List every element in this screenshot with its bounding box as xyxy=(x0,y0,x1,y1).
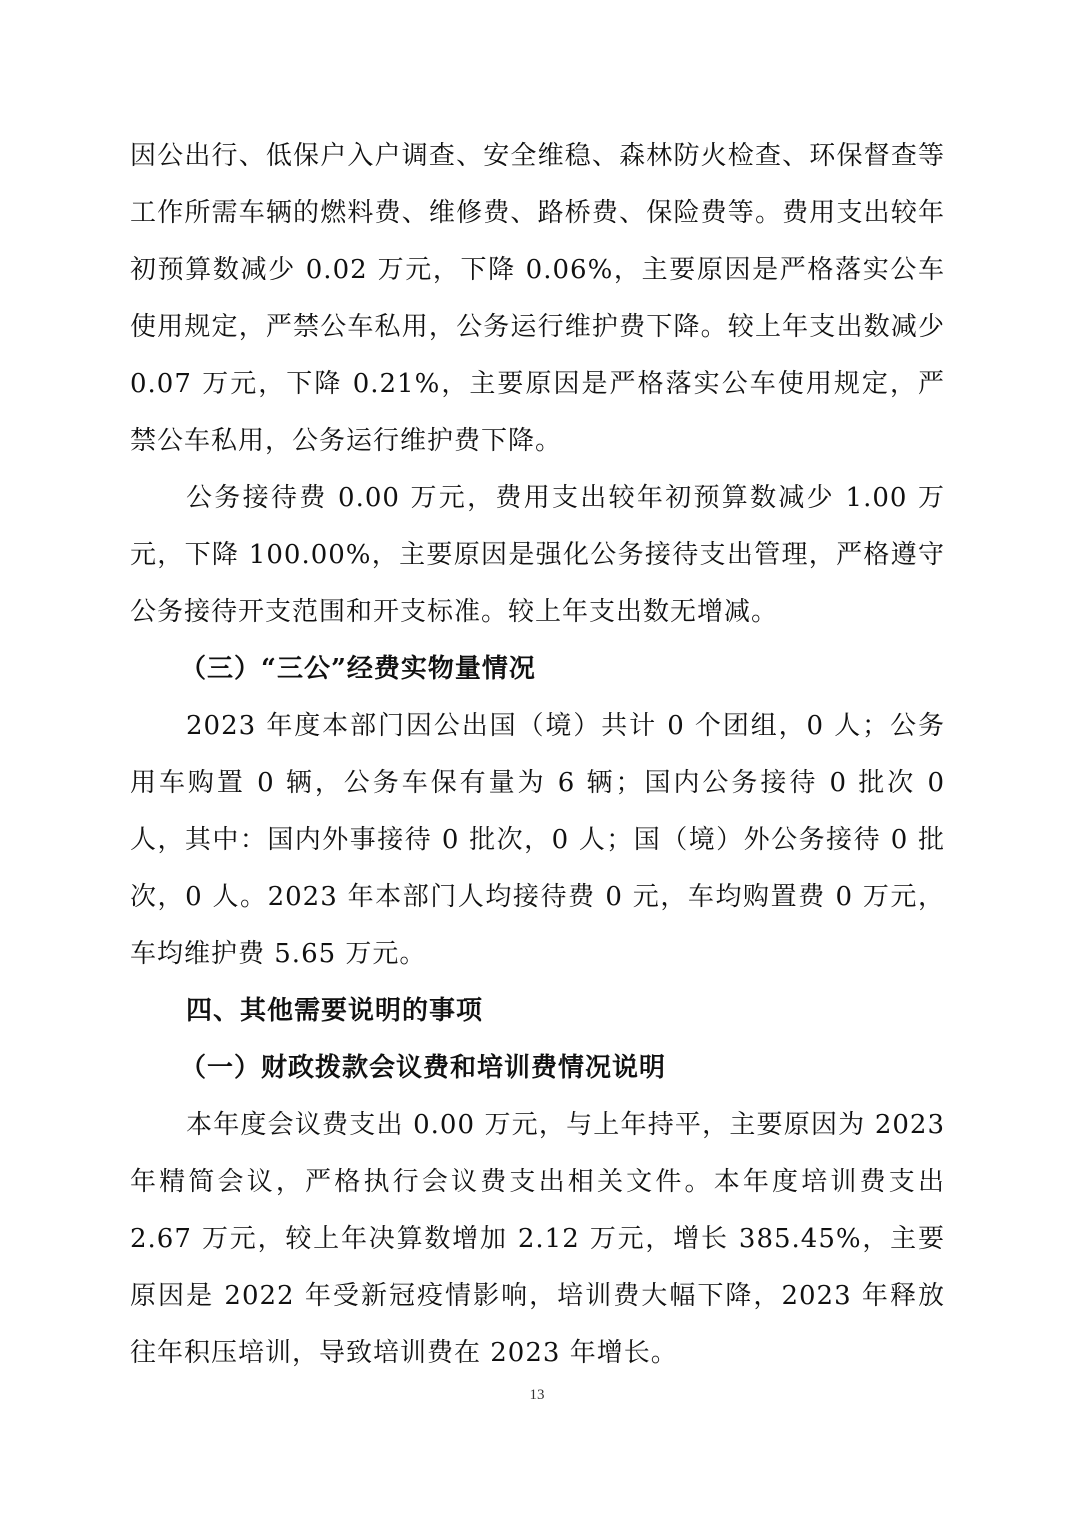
heading-other-matters: 四、其他需要说明的事项 xyxy=(186,996,484,1026)
paragraph-reception-expense: 公务接待费 0.00 万元，费用支出较年初预算数减少 1.00 万元，下降 100.00%，主要原因是强化公务接待支出管理，严格遵守公务接待开支范围和开支标准。较上年支出数无增减。 xyxy=(130,483,945,627)
document-body xyxy=(130,128,945,1382)
heading-three-public-physical: （三）“三公”经费实物量情况 xyxy=(180,654,536,684)
paragraph-vehicle-maintenance: 因公出行、低保户入户调查、安全维稳、森林防火检查、环保督查等工作所需车辆的燃料费、维修费、路桥费、保险费等。费用支出较年初预算数减少 0.02 万元，下降 0.06%，主要原因是严格落实公车使用规定，严禁公车私用，公务运行维护费下降。较上年支出数减少 0.07 万元，下降 0.21%，主要原因是严格落实公车使用规定，严禁公车私用，公务运行维护费下降。 xyxy=(130,141,945,456)
paragraph-physical-quantity: 2023 年度本部门因公出国（境）共计 0 个团组，0 人；公务用车购置 0 辆，公务车保有量为 6 辆；国内公务接待 0 批次 0 人，其中：国内外事接待 0 批次，0 人；国（境）外公务接待 0 批次，0 人。2023 年本部门人均接待费 0 元，车均购置费 0 万元，车均维护费 5.65 万元。 xyxy=(130,711,945,969)
paragraph-meeting-training: 本年度会议费支出 0.00 万元，与上年持平，主要原因为 2023 年精简会议，严格执行会议费支出相关文件。本年度培训费支出 2.67 万元，较上年决算数增加 2.12 万元，增长 385.45%，主要原因是 2022 年受新冠疫情影响，培训费大幅下降，2023 年释放往年积压培训，导致培训费在 2023 年增长。 xyxy=(130,1110,945,1368)
heading-meeting-training: （一）财政拨款会议费和培训费情况说明 xyxy=(180,1053,667,1083)
page-number: 13 xyxy=(529,1387,545,1403)
